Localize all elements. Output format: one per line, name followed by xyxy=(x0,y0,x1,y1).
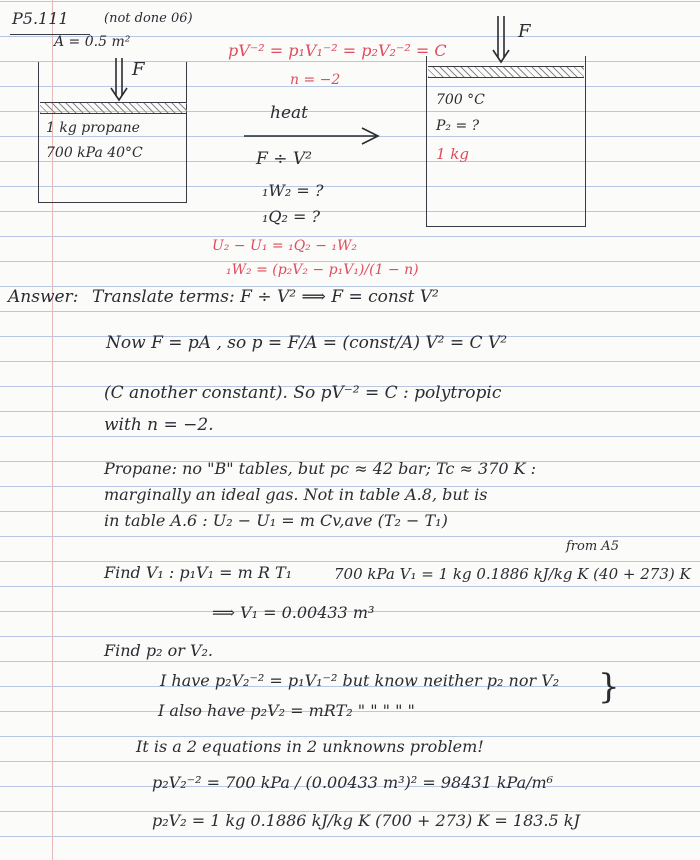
left-force-label: F xyxy=(132,59,145,80)
answer-line-3: (C another constant). So pV⁻² = C : polytropic xyxy=(104,383,502,403)
answer-line-4: with n = −2. xyxy=(104,415,214,435)
heat-arrow-icon xyxy=(244,126,380,146)
right-piston xyxy=(428,66,584,78)
left-piston xyxy=(40,102,187,114)
area-label: A = 0.5 m² xyxy=(54,34,131,50)
right-state-temp: 700 °C xyxy=(436,92,485,108)
polytropic-equation: pV⁻² = p₁V₁⁻² = p₂V₂⁻² = C xyxy=(228,41,447,60)
right-state-mass: 1 kg xyxy=(436,145,470,163)
answer-line-1: Translate terms: F ÷ V² ⟹ F = const V² xyxy=(92,287,439,307)
answer-line-13: It is a 2 equations in 2 unknowns problem! xyxy=(136,737,484,756)
right-state-pressure: P₂ = ? xyxy=(436,118,480,134)
from-table-annotation: from A5 xyxy=(566,539,619,554)
n-value: n = −2 xyxy=(290,72,341,88)
right-cylinder xyxy=(426,56,586,227)
answer-line-15: p₂V₂ = 1 kg 0.1886 kJ/kg K (700 + 273) K = 183.5 kJ xyxy=(152,811,580,830)
work-question: ₁W₂ = ? xyxy=(262,181,324,200)
force-relation: F ÷ V² xyxy=(256,149,312,169)
right-force-label: F xyxy=(518,21,531,42)
answer-line-5: Propane: no "B" tables, but pc ≈ 42 bar; Tc ≈ 370 K : xyxy=(104,459,537,478)
answer-line-2: Now F = pA , so p = F/A = (const/A) V² = C V² xyxy=(106,333,508,353)
energy-equation: U₂ − U₁ = ₁Q₂ − ₁W₂ xyxy=(212,238,358,254)
answer-line-12: I also have p₂V₂ = mRT₂ " " " " " xyxy=(158,701,415,720)
work-equation: ₁W₂ = (p₂V₂ − p₁V₁)/(1 − n) xyxy=(226,262,419,278)
problem-label: P5.111 xyxy=(12,9,69,28)
answer-line-14: p₂V₂⁻² = 700 kPa / (0.00433 m³)² = 98431 kPa/m⁶ xyxy=(152,773,554,792)
answer-line-10: Find p₂ or V₂. xyxy=(104,641,214,660)
heat-label: heat xyxy=(270,103,308,123)
brace-icon: } xyxy=(598,667,620,707)
header-note: (not done 06) xyxy=(104,11,193,26)
answer-line-6: marginally an ideal gas. Not in table A.8, but is xyxy=(104,485,488,504)
answer-line-7: in table A.6 : U₂ − U₁ = m Cv,ave (T₂ − T₁) xyxy=(104,511,448,530)
heat-question: ₁Q₂ = ? xyxy=(262,207,321,226)
left-contents-2: 700 kPa 40°C xyxy=(46,145,143,161)
answer-line-8-right: 700 kPa V₁ = 1 kg 0.1886 kJ/kg K (40 + 273) K xyxy=(334,565,691,583)
left-contents-1: 1 kg propane xyxy=(46,120,140,136)
answer-line-9: ⟹ V₁ = 0.00433 m³ xyxy=(212,603,375,622)
answer-line-8-left: Find V₁ : p₁V₁ = m R T₁ xyxy=(104,563,293,582)
answer-label: Answer: xyxy=(8,287,79,307)
answer-line-11: I have p₂V₂⁻² = p₁V₁⁻² but know neither p₂ nor V₂ xyxy=(160,671,560,690)
